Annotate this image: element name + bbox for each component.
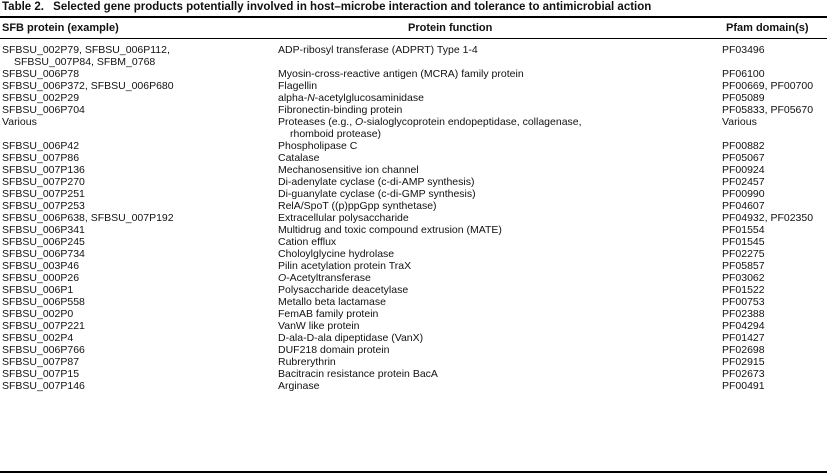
cell-sfb-protein: SFBSU_002P4 [2,332,74,344]
cell-pfam-domains: PF05089 [722,92,765,104]
cell-pfam-domains: PF04932, PF02350 [722,212,814,224]
cell-sfb-protein: SFBSU_006P78 [2,68,80,80]
cell-pfam-domains: PF01427 [722,332,765,344]
cell-protein-function: FemAB family protein [278,308,379,320]
top-rule [0,16,827,18]
table-row [0,320,827,332]
header-sfb-protein: SFB protein (example) [2,22,119,34]
table-row [0,92,827,104]
cell-pfam-domains: PF01554 [722,224,765,236]
cell-protein-function: Myosin-cross-reactive antigen (MCRA) family protein [278,68,524,80]
table-row [0,164,827,176]
table-row [0,68,827,80]
cell-pfam-domains: PF05857 [722,260,765,272]
cell-protein-function: Di-adenylate cyclase (c-di-AMP synthesis) [278,176,475,188]
bottom-rule [0,471,827,473]
table-row [0,380,827,392]
table-row [0,212,827,224]
cell-protein-function: Proteases (e.g., O-sialoglycoprotein endopeptidase, collagenase, rhomboid protease) [278,116,582,140]
cell-sfb-protein: SFBSU_007P15 [2,368,80,380]
cell-protein-function: Multidrug and toxic compound extrusion (MATE) [278,224,502,236]
cell-protein-function: D-ala-D-ala dipeptidase (VanX) [278,332,424,344]
cell-sfb-protein: SFBSU_006P42 [2,140,80,152]
table-row [0,104,827,116]
cell-pfam-domains: PF02915 [722,356,765,368]
cell-pfam-domains: PF02388 [722,308,765,320]
table-row [0,224,827,236]
cell-pfam-domains: PF02457 [722,176,765,188]
cell-protein-function: Cation efflux [278,236,337,248]
table-row [0,308,827,320]
table-row [0,248,827,260]
cell-pfam-domains: PF05067 [722,152,765,164]
table-row [0,332,827,344]
table-row [0,236,827,248]
cell-protein-function: VanW like protein [278,320,360,332]
cell-pfam-domains: PF04294 [722,320,765,332]
table-row [0,140,827,152]
cell-sfb-protein: SFBSU_006P558 [2,296,85,308]
cell-protein-function: Fibronectin-binding protein [278,104,403,116]
cell-sfb-protein: SFBSU_006P734 [2,248,85,260]
table-row [0,344,827,356]
table-title: Selected gene products potentially involved in host–microbe interaction and tolerance to antimicrobial action [53,1,652,13]
cell-protein-function: RelA/SpoT ((p)ppGpp synthetase) [278,200,437,212]
cell-protein-function: Phospholipase C [278,140,358,152]
table-row [0,200,827,212]
cell-sfb-protein: SFBSU_002P79, SFBSU_006P112, SFBSU_007P84, SFBM_0768 [2,44,170,68]
table-row [0,356,827,368]
table-row [0,272,827,284]
table-number: Table 2. [2,1,44,13]
table-body [0,44,827,392]
cell-protein-function: alpha-N-acetylglucosaminidase [278,92,424,104]
cell-sfb-protein: SFBSU_002P29 [2,92,80,104]
cell-pfam-domains: PF00990 [722,188,765,200]
cell-pfam-domains: PF06100 [722,68,765,80]
cell-sfb-protein: SFBSU_007P253 [2,200,85,212]
cell-sfb-protein: SFBSU_006P341 [2,224,85,236]
cell-protein-function: O-Acetyltransferase [278,272,371,284]
table-row [0,296,827,308]
cell-sfb-protein: SFBSU_006P245 [2,236,85,248]
table-row [0,152,827,164]
cell-pfam-domains: PF03062 [722,272,765,284]
cell-protein-function: Extracellular polysaccharide [278,212,409,224]
cell-pfam-domains: PF02698 [722,344,765,356]
cell-sfb-protein: SFBSU_007P270 [2,176,85,188]
cell-protein-function: Metallo beta lactamase [278,296,386,308]
cell-protein-function: Arginase [278,380,320,392]
cell-pfam-domains: Various [722,116,757,128]
cell-pfam-domains: PF02673 [722,368,765,380]
cell-protein-function: Mechanosensitive ion channel [278,164,419,176]
cell-pfam-domains: PF00491 [722,380,765,392]
table-row [0,188,827,200]
cell-sfb-protein: SFBSU_007P87 [2,356,80,368]
cell-sfb-protein: SFBSU_000P26 [2,272,80,284]
cell-sfb-protein: SFBSU_002P0 [2,308,74,320]
table-row [0,176,827,188]
cell-protein-function: ADP-ribosyl transferase (ADPRT) Type 1-4 [278,44,478,56]
cell-sfb-protein: SFBSU_003P46 [2,260,80,272]
cell-protein-function: Catalase [278,152,320,164]
cell-pfam-domains: PF05833, PF05670 [722,104,814,116]
cell-pfam-domains: PF04607 [722,200,765,212]
cell-sfb-protein: Various [2,116,37,128]
cell-protein-function: Flagellin [278,80,318,92]
table-row [0,80,827,92]
cell-pfam-domains: PF00669, PF00700 [722,80,814,92]
cell-protein-function: Rubrerythrin [278,356,336,368]
cell-sfb-protein: SFBSU_006P704 [2,104,85,116]
cell-pfam-domains: PF00924 [722,164,765,176]
cell-pfam-domains: PF01545 [722,236,765,248]
table-row [0,368,827,380]
header-pfam-domains: Pfam domain(s) [726,22,809,34]
table-row [0,44,827,68]
cell-pfam-domains: PF00753 [722,296,765,308]
cell-protein-function: DUF218 domain protein [278,344,390,356]
cell-sfb-protein: SFBSU_006P638, SFBSU_007P192 [2,212,174,224]
cell-pfam-domains: PF00882 [722,140,765,152]
table-row [0,284,827,296]
header-rule [0,38,827,39]
cell-sfb-protein: SFBSU_006P1 [2,284,74,296]
cell-sfb-protein: SFBSU_006P766 [2,344,85,356]
cell-sfb-protein: SFBSU_007P136 [2,164,85,176]
cell-protein-function: Polysaccharide deacetylase [278,284,409,296]
table-caption [2,0,651,14]
cell-pfam-domains: PF02275 [722,248,765,260]
cell-protein-function: Di-guanylate cyclase (c-di-GMP synthesis) [278,188,476,200]
cell-sfb-protein: SFBSU_007P146 [2,380,85,392]
cell-sfb-protein: SFBSU_007P221 [2,320,85,332]
cell-protein-function: Choloylglycine hydrolase [278,248,395,260]
cell-sfb-protein: SFBSU_007P251 [2,188,85,200]
cell-pfam-domains: PF03496 [722,44,765,56]
cell-protein-function: Pilin acetylation protein TraX [278,260,412,272]
cell-sfb-protein: SFBSU_006P372, SFBSU_006P680 [2,80,174,92]
header-protein-function: Protein function [408,22,493,34]
table-row [0,116,827,140]
cell-protein-function: Bacitracin resistance protein BacA [278,368,438,380]
table-row [0,260,827,272]
cell-sfb-protein: SFBSU_007P86 [2,152,80,164]
cell-pfam-domains: PF01522 [722,284,765,296]
